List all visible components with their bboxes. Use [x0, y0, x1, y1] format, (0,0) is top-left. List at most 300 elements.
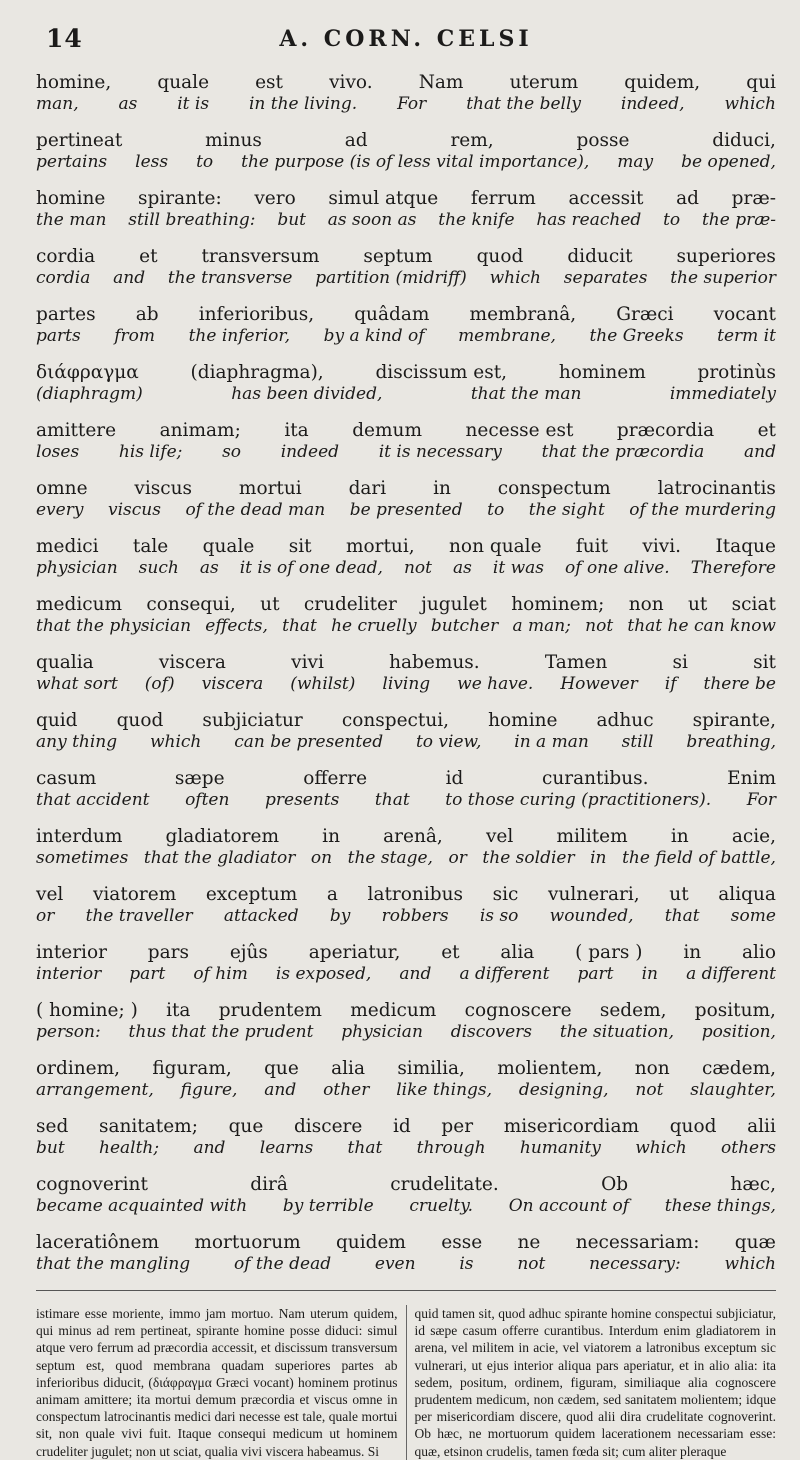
latin-word: ad	[676, 188, 699, 209]
english-word: like things,	[396, 1080, 493, 1100]
latin-word: que	[228, 1116, 264, 1137]
latin-word: in	[670, 826, 689, 847]
english-word: and	[113, 268, 146, 288]
english-word: immediately	[669, 384, 776, 404]
latin-word: latronibus	[367, 884, 463, 905]
english-word: separates	[563, 268, 648, 288]
running-head	[36, 0, 776, 70]
latin-word: simul atque	[328, 188, 439, 209]
english-word: term it	[717, 326, 776, 346]
latin-word: laceratiônem	[36, 1232, 160, 1253]
latin-word: necesse est	[465, 420, 574, 441]
english-gloss-line	[36, 1138, 776, 1159]
english-word: so	[222, 442, 242, 462]
latin-word: mortuorum	[194, 1232, 301, 1253]
english-word: to	[196, 152, 214, 172]
english-word: that the belly	[466, 94, 582, 114]
english-gloss-line	[36, 906, 776, 927]
latin-word: aliqua	[718, 884, 776, 905]
english-word: that	[374, 790, 410, 810]
english-word: still	[621, 732, 654, 752]
latin-original-columns	[36, 1305, 776, 1460]
column-separator	[406, 1305, 407, 1460]
latin-word: qui	[746, 72, 776, 93]
latin-word: quale	[157, 72, 210, 93]
latin-word: pars	[147, 942, 189, 963]
line-pair	[36, 1116, 776, 1159]
english-word: the præ-	[701, 210, 776, 230]
latin-word: esse	[441, 1232, 483, 1253]
latin-column-right: quid tamen sit, quod adhuc spirante homine conspectui subjiciatur, id sæpe casum offerre curantibus. Interdum enim gladiatorem in arena, vel militem in acie, vel viatorem a latronibus exceptum sic vulnerari, ut ejus interior aliqua pars aperiatur, et in alio alia: ita sedem, positum, ordinem, figuram, similiaque alia cognoscere prudentem medicum, non cædem, sed sanitatem molientem; idque per misericordiam discere, quod alii dira crudelitate cognoverint. Ob hæc, ne mortuorum quidem lacerationem necessariam esse: quæ, etsinon crudelis, tamen fœda sit; cum aliter pleraque	[414, 1306, 776, 1459]
latin-word: viscus	[134, 478, 193, 499]
latin-word: animam;	[159, 420, 241, 441]
latin-word: diduci,	[712, 130, 776, 151]
english-word: Therefore	[690, 558, 776, 578]
english-word: it is	[177, 94, 210, 114]
latin-word: ne	[517, 1232, 541, 1253]
english-word: thus that the prudent	[128, 1022, 314, 1042]
english-word: cruelty.	[409, 1196, 474, 1216]
latin-word: quâdam	[354, 304, 430, 325]
latin-word: cognoscere	[464, 1000, 572, 1021]
english-gloss-line	[36, 674, 776, 695]
english-gloss-line	[36, 326, 776, 347]
latin-word: ut	[669, 884, 689, 905]
english-word: attacked	[223, 906, 299, 926]
latin-word: interior	[36, 942, 107, 963]
english-gloss-line	[36, 964, 776, 985]
english-word: that	[282, 616, 317, 636]
english-gloss-line	[36, 790, 776, 811]
english-word: partition (midriff)	[315, 268, 467, 288]
english-word: of one alive.	[565, 558, 670, 578]
latin-word: sed	[36, 1116, 69, 1137]
english-word: such	[138, 558, 179, 578]
latin-line	[36, 710, 776, 732]
latin-word: sæpe	[174, 768, 225, 789]
latin-word: quidem	[335, 1232, 406, 1253]
english-word: slaughter,	[690, 1080, 776, 1100]
latin-word: et	[139, 246, 158, 267]
line-pair	[36, 884, 776, 927]
latin-word: sedem,	[599, 1000, 667, 1021]
english-word: not	[403, 558, 432, 578]
english-word: is	[459, 1254, 474, 1274]
latin-word: accessit	[568, 188, 644, 209]
latin-word: superiores	[676, 246, 776, 267]
english-word: physician	[36, 558, 118, 578]
latin-word: posse	[576, 130, 630, 151]
latin-word: molientem,	[497, 1058, 603, 1079]
english-word: on	[310, 848, 333, 868]
latin-word: et	[757, 420, 776, 441]
latin-word: militem	[556, 826, 628, 847]
latin-word: ( homine; )	[36, 1000, 138, 1021]
latin-word: demum	[352, 420, 423, 441]
latin-word: conspectui,	[341, 710, 450, 731]
english-word: cordia	[36, 268, 91, 288]
footnote-divider	[36, 1290, 776, 1291]
latin-word: spirante:	[138, 188, 222, 209]
latin-word: sanitatem;	[98, 1116, 198, 1137]
latin-word: Ob	[601, 1174, 629, 1195]
english-word: the transverse	[167, 268, 293, 288]
english-word: in	[590, 848, 607, 868]
english-word: in	[641, 964, 658, 984]
latin-word: medicum	[36, 594, 123, 615]
latin-word: prudentem	[218, 1000, 322, 1021]
latin-word: si	[672, 652, 688, 673]
latin-word: id	[392, 1116, 411, 1137]
latin-word: vocant	[713, 304, 776, 325]
latin-word: alii	[747, 1116, 776, 1137]
latin-word: vel	[36, 884, 64, 905]
line-pair	[36, 304, 776, 347]
english-word: as	[199, 558, 219, 578]
latin-word: quidem,	[624, 72, 701, 93]
latin-word: habemus.	[389, 652, 480, 673]
latin-word: viscera	[158, 652, 226, 673]
latin-word: necessariam:	[575, 1232, 700, 1253]
latin-line	[36, 1174, 776, 1196]
english-word: what sort	[36, 674, 118, 694]
english-word: (diaphragm)	[36, 384, 143, 404]
english-word: it was	[492, 558, 544, 578]
english-word: arrangement,	[36, 1080, 154, 1100]
english-gloss-line	[36, 152, 776, 173]
latin-word: uterum	[509, 72, 579, 93]
english-word: through	[416, 1138, 486, 1158]
english-word: which	[724, 94, 776, 114]
line-pair	[36, 246, 776, 289]
english-word: that	[664, 906, 700, 926]
english-word: which	[489, 268, 541, 288]
english-word: of the dead	[233, 1254, 332, 1274]
latin-word: hominem;	[511, 594, 605, 615]
latin-word: inferioribus,	[198, 304, 315, 325]
english-word: that	[347, 1138, 383, 1158]
line-pair	[36, 1232, 776, 1275]
latin-word: alia	[500, 942, 535, 963]
latin-word: mortui	[238, 478, 302, 499]
english-gloss-line	[36, 1022, 776, 1043]
latin-word: tale	[132, 536, 169, 557]
english-word: but	[36, 1138, 65, 1158]
english-word: (whilst)	[290, 674, 356, 694]
english-word: some	[730, 906, 776, 926]
latin-word: vivi	[291, 652, 324, 673]
latin-word: in	[683, 942, 702, 963]
interlinear-text	[36, 72, 776, 1275]
latin-word: homine,	[36, 72, 112, 93]
english-word: person:	[36, 1022, 101, 1042]
english-word: robbers	[381, 906, 449, 926]
english-word: a different	[459, 964, 550, 984]
english-word: there be	[703, 674, 776, 694]
line-pair	[36, 478, 776, 521]
english-word: has reached	[536, 210, 642, 230]
latin-word: per	[441, 1116, 474, 1137]
english-word: viscera	[201, 674, 264, 694]
latin-word: Itaque	[715, 536, 776, 557]
english-word: viscus	[107, 500, 161, 520]
latin-word: fuit	[575, 536, 609, 557]
english-gloss-line	[36, 616, 776, 637]
latin-line	[36, 652, 776, 674]
english-word: but	[277, 210, 306, 230]
english-gloss-line	[36, 384, 776, 405]
english-word: part	[577, 964, 614, 984]
latin-word: pertineat	[36, 130, 123, 151]
english-word: effects,	[205, 616, 268, 636]
english-word: the situation,	[559, 1022, 674, 1042]
latin-word: a	[326, 884, 338, 905]
latin-word: Græci	[616, 304, 674, 325]
english-word: and	[264, 1080, 297, 1100]
latin-word: rem,	[450, 130, 494, 151]
english-word: as	[118, 94, 138, 114]
english-word: even	[374, 1254, 416, 1274]
latin-line	[36, 768, 776, 790]
english-word: indeed	[280, 442, 340, 462]
latin-word: quod	[476, 246, 524, 267]
latin-word: vivo.	[329, 72, 373, 93]
english-word: these things,	[664, 1196, 776, 1216]
latin-word: adhuc	[596, 710, 654, 731]
english-word: not	[517, 1254, 546, 1274]
latin-line	[36, 188, 776, 210]
line-pair	[36, 594, 776, 637]
latin-word: jugulet	[421, 594, 487, 615]
english-word: if	[664, 674, 677, 694]
latin-word: vel	[485, 826, 514, 847]
latin-word: misericordiam	[503, 1116, 640, 1137]
english-word: the soldier	[482, 848, 575, 868]
latin-word: que	[264, 1058, 299, 1079]
english-word: part	[129, 964, 166, 984]
english-word: it is of one dead,	[239, 558, 383, 578]
line-pair	[36, 1000, 776, 1043]
latin-line	[36, 130, 776, 152]
english-word: man,	[36, 94, 79, 114]
english-word: For	[397, 94, 427, 114]
latin-line	[36, 420, 776, 442]
english-word: as	[453, 558, 472, 578]
latin-word: viatorem	[92, 884, 177, 905]
latin-word: ejûs	[229, 942, 268, 963]
line-pair	[36, 362, 776, 405]
latin-word: quale	[202, 536, 255, 557]
latin-word: non	[628, 594, 664, 615]
latin-line	[36, 884, 776, 906]
english-word: any thing	[36, 732, 118, 752]
line-pair	[36, 72, 776, 115]
running-title: A. CORN. CELSI	[279, 26, 533, 52]
english-word: is exposed,	[275, 964, 372, 984]
latin-line	[36, 536, 776, 558]
english-word: of him	[193, 964, 248, 984]
english-word: can be presented	[234, 732, 384, 752]
line-pair	[36, 768, 776, 811]
latin-word: cordia	[36, 246, 96, 267]
english-word: has been divided,	[231, 384, 383, 404]
latin-word: alio	[741, 942, 776, 963]
latin-word: ad	[344, 130, 368, 151]
english-word: or	[448, 848, 467, 868]
latin-word: acie,	[731, 826, 776, 847]
line-pair	[36, 652, 776, 695]
latin-word: discissum est,	[375, 362, 508, 383]
latin-word: crudeliter	[303, 594, 397, 615]
english-word: living	[382, 674, 431, 694]
line-pair	[36, 942, 776, 985]
latin-word: latrocinantis	[657, 478, 776, 499]
latin-word: membranâ,	[469, 304, 577, 325]
english-word: others	[721, 1138, 776, 1158]
english-word: not	[585, 616, 614, 636]
latin-word: Nam	[418, 72, 464, 93]
latin-word: minus	[205, 130, 262, 151]
english-word: that the mangling	[36, 1254, 191, 1274]
english-word: to those curing (practitioners).	[445, 790, 712, 810]
latin-word: ordinem,	[36, 1058, 121, 1079]
latin-word: cædem,	[702, 1058, 776, 1079]
latin-line	[36, 594, 776, 616]
latin-word: id	[445, 768, 464, 789]
latin-word: est	[255, 72, 283, 93]
latin-word: medici	[36, 536, 99, 557]
english-word: designing,	[518, 1080, 609, 1100]
latin-word: ferrum	[470, 188, 536, 209]
english-word: which	[724, 1254, 776, 1274]
latin-line	[36, 304, 776, 326]
english-word: other	[323, 1080, 370, 1100]
latin-word: dari	[348, 478, 387, 499]
english-gloss-line	[36, 1080, 776, 1101]
english-word: the sight	[528, 500, 605, 520]
english-word: breathing,	[686, 732, 776, 752]
english-gloss-line	[36, 210, 776, 231]
line-pair	[36, 536, 776, 579]
line-pair	[36, 1058, 776, 1101]
latin-word: similia,	[397, 1058, 465, 1079]
english-gloss-line	[36, 442, 776, 463]
english-word: health;	[99, 1138, 160, 1158]
latin-word: quod	[116, 710, 164, 731]
english-word: as soon as	[327, 210, 417, 230]
english-word: we have.	[457, 674, 534, 694]
english-word: to	[487, 500, 505, 520]
english-word: he cruelly	[331, 616, 417, 636]
latin-word: ita	[284, 420, 309, 441]
latin-word: transversum	[201, 246, 320, 267]
english-word: the field of battle,	[622, 848, 776, 868]
latin-line	[36, 826, 776, 848]
latin-word: spirante,	[692, 710, 776, 731]
latin-word: discere	[293, 1116, 363, 1137]
latin-word: (diaphragma),	[190, 362, 324, 383]
english-word: often	[185, 790, 230, 810]
latin-word: diducit	[567, 246, 633, 267]
english-word: physician	[341, 1022, 423, 1042]
english-word: For	[746, 790, 776, 810]
latin-word: omne	[36, 478, 88, 499]
latin-word: et	[441, 942, 460, 963]
english-word: wounded,	[549, 906, 634, 926]
english-word: which	[149, 732, 202, 752]
latin-word: non	[634, 1058, 670, 1079]
latin-word: διάφραγμα	[36, 362, 139, 383]
line-pair	[36, 130, 776, 173]
english-word: of the murdering	[629, 500, 776, 520]
english-word: from	[114, 326, 156, 346]
english-word: that the man	[470, 384, 582, 404]
latin-word: ita	[166, 1000, 191, 1021]
latin-word: ab	[135, 304, 159, 325]
latin-word: alia	[331, 1058, 365, 1079]
line-pair	[36, 188, 776, 231]
english-word: became acquainted with	[36, 1196, 248, 1216]
english-word: parts	[36, 326, 81, 346]
latin-word: casum	[36, 768, 97, 789]
english-word: that the physician	[36, 616, 192, 636]
english-word: However	[560, 674, 638, 694]
english-word: a man;	[512, 616, 571, 636]
latin-word: positum,	[694, 1000, 776, 1021]
latin-word: amittere	[36, 420, 117, 441]
latin-word: offerre	[303, 768, 368, 789]
english-word: that he can know	[627, 616, 776, 636]
english-word: the superior	[670, 268, 776, 288]
latin-line	[36, 246, 776, 268]
latin-column-left: istimare esse moriente, immo jam mortuo. Nam uterum quidem, qui minus ad rem pertineat, spirante homine posse diduci: simul atque vero ferrum ad præcordia accessit, et discissum transversum septum est, quod membrana quadam superiores partes ab inferioribus diducit, (διάφραγμα Græci vocant) hominem protinus animam amittere; ita mortui demum præcordia et viscus omne in conspectum latrocinantis medici dari necesse est tale, quale mortui sit, non quale vivi fuit. Itaque consequi medicum ut hominem crudeliter jugulet; non ut sciat, qualia vivi viscera habeamus. Si	[36, 1306, 398, 1459]
english-word: be opened,	[681, 152, 776, 172]
latin-word: hominem	[558, 362, 646, 383]
english-word: his life;	[118, 442, 183, 462]
english-word: presents	[265, 790, 340, 810]
line-pair	[36, 420, 776, 463]
english-word: and	[193, 1138, 226, 1158]
latin-line	[36, 1232, 776, 1254]
latin-line	[36, 942, 776, 964]
english-word: loses	[36, 442, 80, 462]
english-word: figure,	[180, 1080, 238, 1100]
latin-word: septum	[363, 246, 433, 267]
english-gloss-line	[36, 268, 776, 289]
latin-word: sic	[492, 884, 519, 905]
english-word: humanity	[519, 1138, 601, 1158]
latin-word: non quale	[449, 536, 542, 557]
latin-line	[36, 362, 776, 384]
latin-word: Tamen	[544, 652, 608, 673]
latin-word: exceptum	[205, 884, 298, 905]
english-word: and	[744, 442, 776, 462]
latin-word: mortui,	[345, 536, 415, 557]
latin-word: ut	[687, 594, 708, 615]
english-gloss-line	[36, 1254, 776, 1275]
english-word: that the gladiator	[143, 848, 296, 868]
latin-word: dirâ	[250, 1174, 288, 1195]
english-word: may	[617, 152, 654, 172]
latin-word: ( pars )	[575, 942, 643, 963]
english-word: by	[329, 906, 351, 926]
latin-line	[36, 72, 776, 94]
latin-word: quod	[669, 1116, 717, 1137]
latin-line	[36, 1000, 776, 1022]
latin-line	[36, 1116, 776, 1138]
latin-word: præcordia	[616, 420, 715, 441]
latin-word: in	[322, 826, 340, 847]
